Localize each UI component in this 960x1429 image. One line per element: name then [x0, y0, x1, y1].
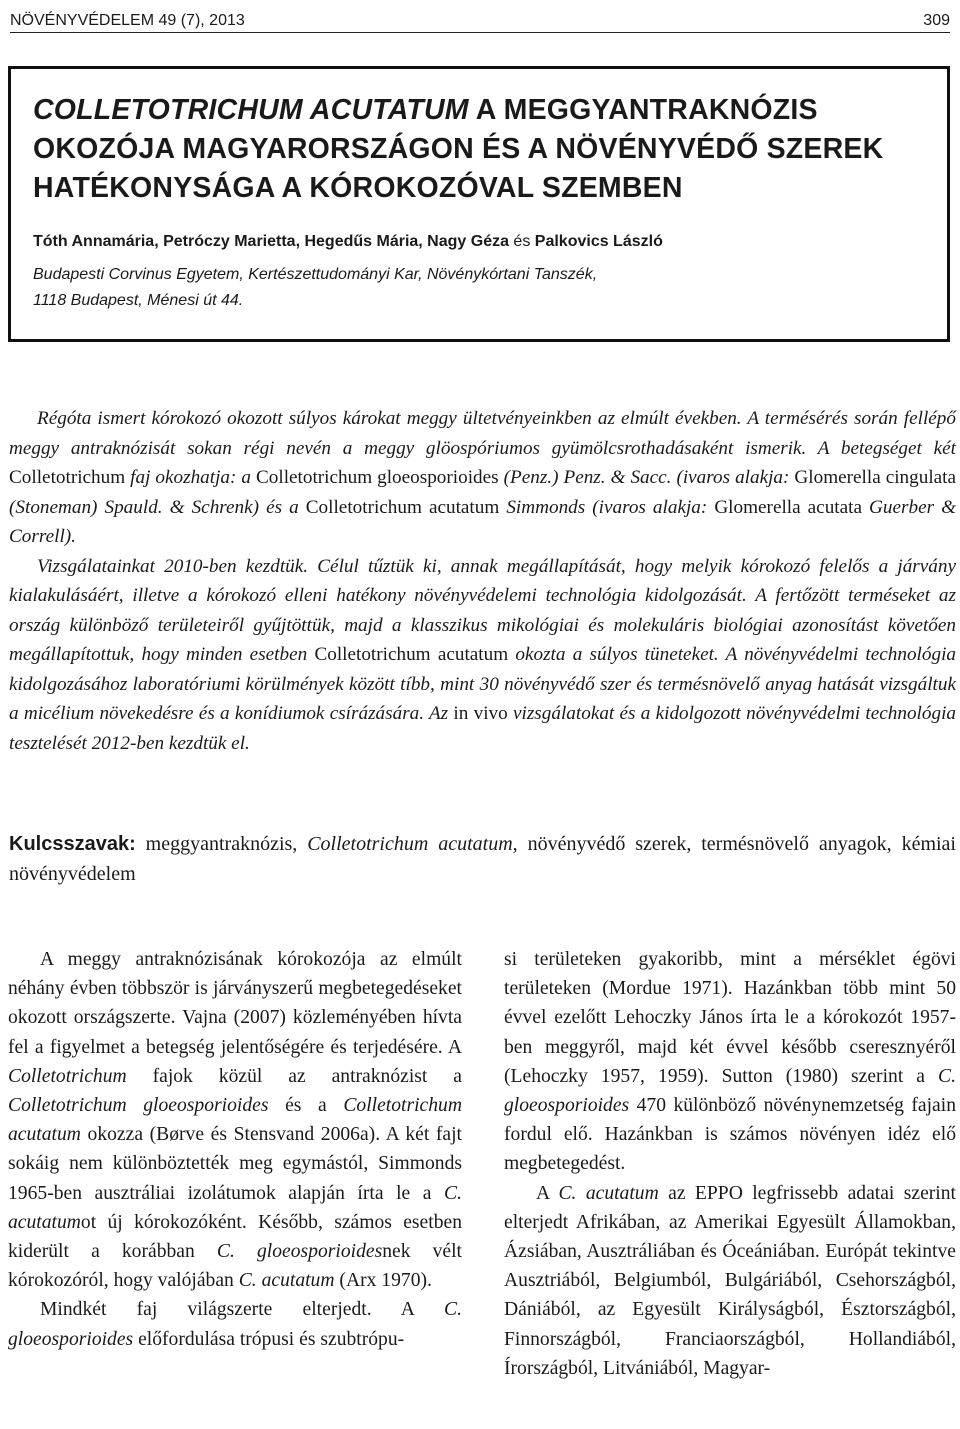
- text-run: az EPPO legfrissebb adatai szerint elterjedt Afrikában, az Amerikai Egyesült Államokban, Ázsiában, Ausztráliában és Óceániában. Európát tekintve Ausztriából, Belgiumból, Bulgáriából, Csehországból, Dániából, az Egyesült Királyságból, Észtországból, Finnországból, Franciaországból, Hollandiából, Írországból, Litvániából, Magyar-: [504, 1182, 956, 1379]
- affiliation-line-2: 1118 Budapest, Ménesi út 44.: [33, 292, 244, 309]
- taxon-name: Colletotrichum acutatum: [305, 496, 500, 518]
- keywords-label: Kulcsszavak:: [9, 833, 136, 855]
- body-column-left: [8, 945, 462, 1354]
- body-column-right: [504, 945, 956, 1383]
- taxon-name: Colletotrichum gloeosporioides: [255, 467, 499, 488]
- title-line-1: A MEGGYANTRAKNÓZIS: [468, 94, 818, 126]
- text-run: A: [536, 1182, 559, 1204]
- text-run: (Penz.) Penz. & Sacc. (ivaros alakja:: [498, 467, 795, 488]
- taxon-name: Colletotrichum: [9, 467, 126, 488]
- journal-reference: NÖVÉNYVÉDELEM 49 (7), 2013: [10, 12, 245, 29]
- text-run: okozza (Børve és Stensvand 2006a). A két fajt sokáig nem különböztették meg egymástól, Simmonds 1965-ben ausztráliai izolátumok alapján írta le a: [8, 1124, 462, 1204]
- taxon-name: C. acutatum: [558, 1182, 659, 1204]
- text-run: si területeken gyakoribb, mint a mérséklet égövi területeken (Mordue 1971). Hazánkban több mint 50 évvel ezelőtt Lehoczky János írta le a kórokozót 1957-ben meggyről, majd két évvel később cseresznyéről (Lehoczky 1957, 1959). Sutton (1980) szerint a: [504, 949, 956, 1087]
- authors-conjunction: és: [508, 233, 535, 250]
- keywords: [9, 830, 956, 889]
- taxon-name: Colletotrichum acutatum: [314, 644, 509, 665]
- taxon-name: C. acutatum: [8, 1182, 462, 1233]
- text-run: (Stoneman) Spauld. & Schrenk) és a: [9, 496, 306, 518]
- body-paragraph: [8, 1295, 462, 1353]
- text-run: Régóta ismert kórokozó okozott súlyos károkat meggy ültetvényeinkben az elmúlt években. A termésérés során fellépő meggy antraknózisát sokan régi nevén a meggy glöospóriumos gyümölcsrothadásaként ismerik. A betegséget két: [9, 408, 956, 459]
- taxon-name: C. gloeosporioides: [216, 1241, 383, 1263]
- text-run: A meggy antraknózisának kórokozója az elmúlt néhány évben többször is járványszerű megbetegedéseket okozott országszerte. Vajna (2007) közleményében hívta fel a figyelmet a betegség jelentőségére és terjedésére. A: [8, 949, 462, 1058]
- text-run: és a: [268, 1095, 344, 1117]
- taxon-name: in vivo: [453, 703, 508, 724]
- taxon-name: Colletotrichum acutatum: [8, 1095, 462, 1146]
- text-run: Simmonds (ivaros alakja:: [499, 496, 715, 518]
- page-number: 309: [923, 12, 950, 29]
- text-run: Guerber & Correll).: [9, 496, 957, 547]
- text-run: Mindkét faj világszerte elterjedt. A: [40, 1299, 445, 1321]
- affiliation-line-1: Budapesti Corvinus Egyetem, Kertészettudományi Kar, Növénykórtani Tanszék,: [33, 266, 598, 283]
- keywords-text-1: meggyantraknózis,: [135, 833, 308, 855]
- authors-main: Tóth Annamária, Petróczy Marietta, Hegedűs Mária, Nagy Géza: [33, 233, 509, 250]
- body-paragraph: [504, 1179, 956, 1383]
- running-header: [10, 4, 950, 33]
- keywords-text-2: , növényvédő szerek, termésnövelő anyagok, kémiai növényvédelem: [9, 833, 956, 885]
- taxon-name: Glomerella cingulata: [794, 467, 957, 488]
- authors-last: Palkovics László: [534, 233, 663, 250]
- affiliation: [33, 262, 925, 314]
- abstract-paragraph-2: [9, 552, 956, 759]
- title-line-3: HATÉKONYSÁGA A KÓROKOZÓVAL SZEMBEN: [33, 172, 683, 204]
- taxon-name: Colletotrichum gloeosporioides: [8, 1095, 269, 1117]
- keywords-species: Colletotrichum acutatum: [307, 833, 513, 855]
- author-list: [33, 232, 925, 252]
- abstract-paragraph-1: [9, 404, 956, 552]
- text-run: Vizsgálatainkat 2010-ben kezdtük. Célul tűztük ki, annak megállapítását, hogy melyik kórokozó felelős a járvány kialakulásáért, illetve a kórokozó elleni hatékony növényvédelemi technológia kidolgozását. A fertőzött terméseket az ország különböző területeiről gyűjtöttük, majd a klasszikus mikológiai és molekuláris biológiai azonosítást követően megállapítottuk, hogy minden esetben: [9, 555, 956, 665]
- taxon-name: C. acutatum: [238, 1270, 335, 1292]
- text-run: vizsgálatokat és a kidolgozott növényvédelmi technológia tesztelését 2012-ben kezdtük el.: [9, 703, 956, 754]
- title-species: COLLETOTRICHUM ACUTATUM: [33, 94, 469, 126]
- body-paragraph: [8, 945, 462, 1295]
- taxon-name: Colletotrichum: [8, 1065, 127, 1087]
- text-run: faj okozhatja: a: [125, 467, 256, 488]
- text-run: nek vélt kórokozóról, hogy valójában: [8, 1241, 462, 1292]
- text-run: előfordulása trópusi és szubtrópu-: [133, 1328, 405, 1350]
- text-run: okozta a súlyos tüneteket. A növényvédelmi technológia kidolgozásához laboratóriumi körülmények között tíbb, mint 30 növényvédő szer és termésnövelő anyag hatását vizsgáltuk a micélium növekedésre és a konídiumok csírázására. Az: [9, 644, 956, 724]
- taxon-name: C. gloeosporioides: [504, 1065, 956, 1117]
- text-run: fajok közül az antraknózist a: [126, 1065, 462, 1087]
- body-paragraph: [504, 945, 956, 1179]
- taxon-name: Glomerella acutata: [714, 496, 862, 518]
- text-run: (Arx 1970).: [334, 1270, 432, 1292]
- text-run: 470 különböző növénynemzetség fajain fordul elő. Hazánkban is számos növényen idéz elő megbetegedést.: [504, 1095, 956, 1175]
- text-run: ot új kórokozóként. Később, számos esetben kiderült a korábban: [8, 1211, 462, 1263]
- abstract: [9, 404, 956, 758]
- taxon-name: C. gloeosporioides: [8, 1299, 462, 1350]
- article-title: [33, 91, 925, 208]
- title-line-2: OKOZÓJA MAGYARORSZÁGON ÉS A NÖVÉNYVÉDŐ SZEREK: [33, 133, 884, 165]
- title-box: [8, 66, 950, 342]
